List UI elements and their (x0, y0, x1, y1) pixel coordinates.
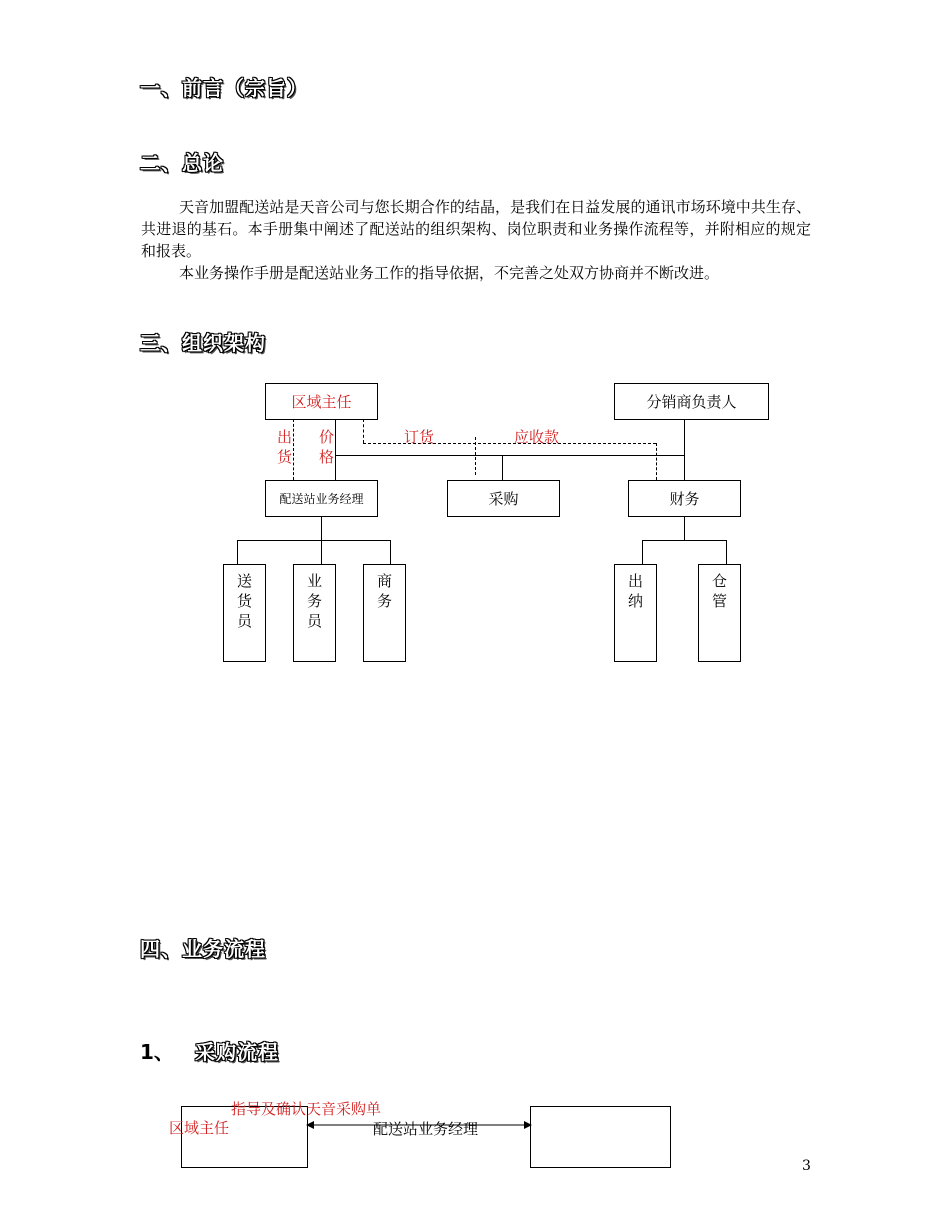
connector-line (726, 540, 727, 565)
org-box-commerce (363, 564, 406, 662)
section-heading-org-structure: 三、组织架构 (140, 331, 266, 355)
org-box-regional-director (265, 383, 378, 420)
org-box-label: 采购 (488, 490, 519, 508)
intro-paragraph-2: 本业务操作手册是配送站业务工作的指导依据，不完善之处双方协商并不断改进。 (179, 264, 720, 282)
org-box-purchasing (447, 480, 560, 517)
org-box-station-manager (265, 480, 378, 517)
org-box-deliverer (223, 564, 266, 662)
dashed-connector (656, 443, 657, 480)
org-box-label: 商务 (377, 572, 393, 610)
flow-box-station-manager (530, 1106, 671, 1168)
flow-label-receivable: 应收款 (514, 428, 560, 446)
flow-label-shipping: 出货 (277, 428, 293, 466)
org-box-label: 仓管 (712, 572, 728, 610)
connector-line (642, 540, 643, 565)
connector-line (684, 419, 685, 480)
org-box-label: 区域主任 (291, 393, 352, 411)
org-box-warehouse (698, 564, 741, 662)
section-heading-overview: 二、总论 (140, 151, 224, 175)
flow-label-price: 价格 (319, 428, 335, 466)
org-box-distributor-head (614, 383, 769, 420)
flow-label-order: 订货 (404, 428, 435, 446)
org-box-label: 出纳 (628, 572, 644, 610)
connector-line (642, 540, 727, 541)
arrow-label-station-manager: 配送站业务经理 (373, 1120, 479, 1138)
connector-line (502, 455, 503, 480)
connector-line (237, 540, 238, 565)
flow-box-label-regional-director: 区域主任 (169, 1119, 230, 1137)
connector-line (237, 540, 391, 541)
connector-line (321, 540, 322, 565)
dashed-connector (293, 419, 294, 480)
org-box-salesperson (293, 564, 336, 662)
org-box-label: 配送站业务经理 (279, 492, 364, 506)
subsection-heading-procurement: 采购流程 (195, 1040, 279, 1064)
connector-line (335, 419, 336, 480)
connector-line (684, 516, 685, 540)
org-box-label: 财务 (669, 490, 700, 508)
arrow-label-guidance: 指导及确认天音采购单 (231, 1100, 382, 1118)
dashed-connector (363, 419, 364, 443)
org-box-cashier (614, 564, 657, 662)
dashed-connector (475, 437, 476, 475)
org-box-label: 分销商负责人 (646, 393, 737, 411)
org-box-label: 送货员 (237, 572, 253, 630)
connector-line (321, 516, 322, 540)
org-box-label: 业务员 (307, 572, 323, 630)
section-heading-business-process: 四、业务流程 (140, 937, 266, 961)
section-heading-preface: 一、前言（宗旨） (140, 76, 308, 100)
connector-line (390, 540, 391, 565)
page-number: 3 (802, 1158, 811, 1174)
connector-line (335, 455, 685, 456)
intro-paragraph-1: 天音加盟配送站是天音公司与您长期合作的结晶，是我们在日益发展的通讯市场环境中共生存、共进退的基石。本手册集中阐述了配送站的组织架构、岗位职责和业务操作流程等，并附相应的规定和报表。 (141, 198, 811, 260)
subsection-number: 1、 (140, 1040, 174, 1064)
org-box-finance (628, 480, 741, 517)
